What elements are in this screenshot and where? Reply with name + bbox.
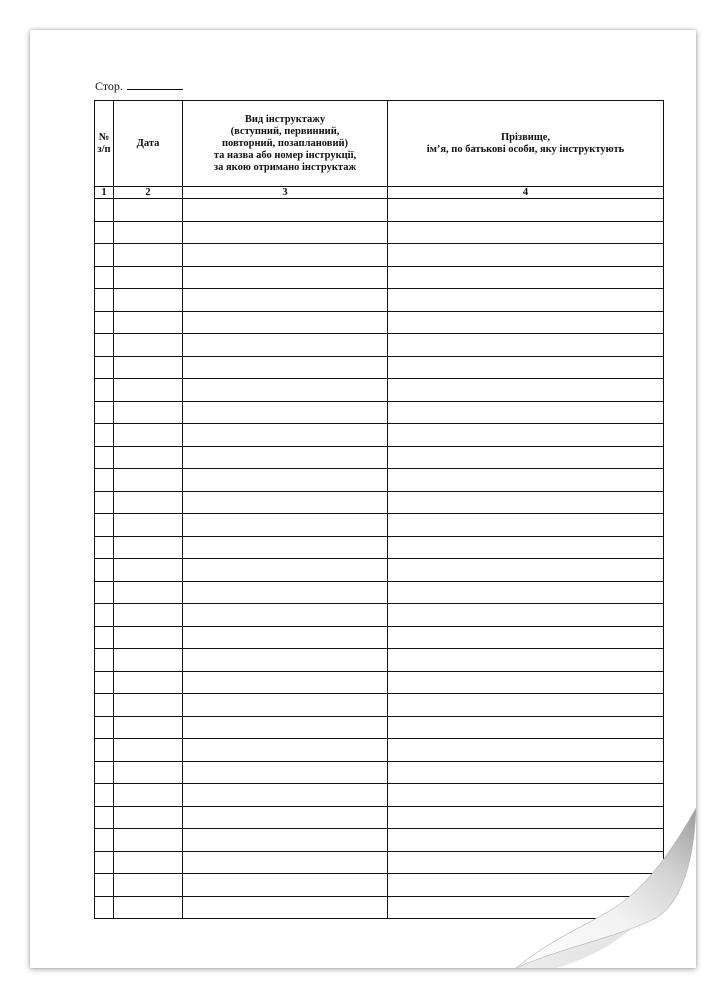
table-cell[interactable] (388, 199, 664, 222)
table-cell[interactable] (183, 401, 388, 424)
table-cell[interactable] (95, 671, 114, 694)
table-row (95, 356, 664, 379)
table-cell[interactable] (95, 401, 114, 424)
table-cell[interactable] (114, 334, 183, 357)
table-cell[interactable] (114, 761, 183, 784)
table-cell[interactable] (183, 244, 388, 267)
table-row (95, 401, 664, 424)
table-cell[interactable] (388, 311, 664, 334)
table-cell[interactable] (183, 694, 388, 717)
table-cell[interactable] (388, 536, 664, 559)
table-cell[interactable] (183, 469, 388, 492)
table-cell[interactable] (95, 896, 114, 919)
table-cell[interactable] (95, 806, 114, 829)
table-cell[interactable] (114, 469, 183, 492)
table-cell[interactable] (183, 266, 388, 289)
table-cell[interactable] (183, 739, 388, 762)
table-cell[interactable] (388, 266, 664, 289)
table-cell[interactable] (388, 716, 664, 739)
table-cell[interactable] (388, 649, 664, 672)
table-cell[interactable] (114, 694, 183, 717)
table-cell[interactable] (183, 199, 388, 222)
table-cell[interactable] (114, 626, 183, 649)
column-number: 1 (95, 187, 114, 199)
table-row (95, 311, 664, 334)
table-cell[interactable] (183, 716, 388, 739)
table-cell[interactable] (183, 334, 388, 357)
table-cell[interactable] (388, 694, 664, 717)
header-name-line-1: Прізвище, (500, 131, 550, 143)
table-cell[interactable] (388, 469, 664, 492)
table-row (95, 739, 664, 762)
table-cell[interactable] (114, 739, 183, 762)
table-cell[interactable] (183, 559, 388, 582)
table-cell[interactable] (95, 244, 114, 267)
table-cell[interactable] (114, 851, 183, 874)
table-cell[interactable] (183, 536, 388, 559)
table-cell[interactable] (95, 311, 114, 334)
table-cell[interactable] (95, 761, 114, 784)
table-cell[interactable] (114, 266, 183, 289)
table-row (95, 514, 664, 537)
table-cell[interactable] (95, 334, 114, 357)
table-cell[interactable] (183, 896, 388, 919)
table-cell[interactable] (183, 356, 388, 379)
table-row (95, 266, 664, 289)
table-row (95, 244, 664, 267)
table-row (95, 491, 664, 514)
table-cell[interactable] (388, 446, 664, 469)
header-number-line-1: № (98, 131, 110, 143)
table-row (95, 581, 664, 604)
header-type-line-3: повторний, позаплановий) (221, 137, 349, 149)
table-cell[interactable] (183, 491, 388, 514)
table-cell[interactable] (388, 334, 664, 357)
table-cell[interactable] (95, 424, 114, 447)
table-cell[interactable] (95, 289, 114, 312)
column-number: 3 (183, 187, 388, 199)
table-cell[interactable] (183, 761, 388, 784)
table-row (95, 874, 664, 897)
table-row (95, 424, 664, 447)
table-row (95, 289, 664, 312)
table-row (95, 829, 664, 852)
table-cell[interactable] (95, 851, 114, 874)
header-cell-date (114, 101, 183, 187)
table-row (95, 784, 664, 807)
table-cell[interactable] (388, 514, 664, 537)
column-number-row (95, 187, 664, 199)
table-cell[interactable] (388, 874, 664, 897)
table-cell[interactable] (95, 559, 114, 582)
table-row (95, 559, 664, 582)
table-row (95, 626, 664, 649)
table-cell[interactable] (95, 784, 114, 807)
table-cell[interactable] (114, 559, 183, 582)
table-cell[interactable] (95, 694, 114, 717)
header-name-line-2: ім’я, по батькові особи, яку інструктують (426, 143, 625, 155)
table-cell[interactable] (114, 491, 183, 514)
table-cell[interactable] (114, 829, 183, 852)
table-cell[interactable] (95, 626, 114, 649)
table-cell[interactable] (388, 401, 664, 424)
table-cell[interactable] (95, 199, 114, 222)
header-cell-full-name (388, 101, 664, 187)
table-cell[interactable] (183, 649, 388, 672)
page-number-label: Стор. (95, 79, 123, 93)
table-cell[interactable] (114, 289, 183, 312)
table-row (95, 671, 664, 694)
table-cell[interactable] (388, 671, 664, 694)
document-page (30, 30, 696, 968)
table-cell[interactable] (388, 626, 664, 649)
table-cell[interactable] (388, 604, 664, 627)
table-cell[interactable] (388, 221, 664, 244)
table-cell[interactable] (114, 784, 183, 807)
table-row (95, 604, 664, 627)
column-number: 4 (388, 187, 664, 199)
table-cell[interactable] (114, 716, 183, 739)
table-cell[interactable] (183, 851, 388, 874)
table-cell[interactable] (183, 626, 388, 649)
table-cell[interactable] (183, 829, 388, 852)
table-cell[interactable] (183, 514, 388, 537)
table-cell[interactable] (388, 761, 664, 784)
table-row (95, 469, 664, 492)
table-cell[interactable] (114, 649, 183, 672)
header-type-line-1: Вид інструктажу (244, 113, 326, 125)
table-row (95, 716, 664, 739)
table-cell[interactable] (114, 424, 183, 447)
table-cell[interactable] (95, 536, 114, 559)
table-cell[interactable] (183, 806, 388, 829)
table-cell[interactable] (114, 536, 183, 559)
table-cell[interactable] (388, 739, 664, 762)
table-cell[interactable] (114, 446, 183, 469)
table-cell[interactable] (388, 424, 664, 447)
table-cell[interactable] (95, 649, 114, 672)
header-type-line-4: та назва або номер інструкції, (213, 149, 357, 161)
table-cell[interactable] (114, 401, 183, 424)
table-cell[interactable] (388, 806, 664, 829)
page-number-field (95, 78, 183, 93)
table-cell[interactable] (183, 424, 388, 447)
header-cell-number (95, 101, 114, 187)
table-cell[interactable] (114, 244, 183, 267)
table-cell[interactable] (114, 581, 183, 604)
table-cell[interactable] (95, 874, 114, 897)
table-cell[interactable] (95, 221, 114, 244)
header-cell-instruction-type (183, 101, 388, 187)
table-cell[interactable] (95, 469, 114, 492)
header-row (95, 101, 664, 187)
table-cell[interactable] (388, 491, 664, 514)
table-row (95, 896, 664, 919)
table-cell[interactable] (114, 514, 183, 537)
table-row (95, 694, 664, 717)
page-number-blank[interactable] (127, 78, 183, 90)
header-type-line-2: (вступний, первинний, (230, 125, 340, 137)
table-cell[interactable] (95, 356, 114, 379)
table-cell[interactable] (183, 604, 388, 627)
header-type-line-5: за якою отримано інструктаж (213, 161, 357, 173)
table-cell[interactable] (388, 784, 664, 807)
table-cell[interactable] (183, 784, 388, 807)
table-row (95, 761, 664, 784)
table-cell[interactable] (114, 379, 183, 402)
table-cell[interactable] (114, 896, 183, 919)
table-cell[interactable] (388, 851, 664, 874)
table-cell[interactable] (388, 289, 664, 312)
table-cell[interactable] (388, 829, 664, 852)
table-cell[interactable] (114, 671, 183, 694)
table-cell[interactable] (388, 356, 664, 379)
table-row (95, 199, 664, 222)
table-row (95, 379, 664, 402)
table-cell[interactable] (95, 379, 114, 402)
table-cell[interactable] (114, 356, 183, 379)
table-row (95, 806, 664, 829)
table-cell[interactable] (183, 581, 388, 604)
table-cell[interactable] (183, 221, 388, 244)
table-cell[interactable] (388, 896, 664, 919)
table-cell[interactable] (388, 244, 664, 267)
table-body (95, 199, 664, 919)
table-cell[interactable] (388, 581, 664, 604)
instruction-log-table (94, 100, 664, 919)
table-cell[interactable] (114, 806, 183, 829)
table-cell[interactable] (95, 581, 114, 604)
table-cell[interactable] (95, 829, 114, 852)
table-cell[interactable] (183, 671, 388, 694)
table-cell[interactable] (388, 379, 664, 402)
table-cell[interactable] (95, 604, 114, 627)
table-cell[interactable] (183, 874, 388, 897)
table-cell[interactable] (183, 311, 388, 334)
table-cell[interactable] (114, 874, 183, 897)
table-cell[interactable] (183, 446, 388, 469)
table-cell[interactable] (183, 379, 388, 402)
table-row (95, 446, 664, 469)
table-row (95, 221, 664, 244)
header-number-line-2: з/п (97, 143, 111, 155)
table-row (95, 334, 664, 357)
table-cell[interactable] (95, 446, 114, 469)
table-cell[interactable] (114, 199, 183, 222)
table-row (95, 649, 664, 672)
table-cell[interactable] (183, 289, 388, 312)
table-row (95, 851, 664, 874)
table-cell[interactable] (114, 604, 183, 627)
table-cell[interactable] (95, 514, 114, 537)
table-cell[interactable] (95, 491, 114, 514)
table-cell[interactable] (114, 311, 183, 334)
table-cell[interactable] (95, 266, 114, 289)
table-cell[interactable] (95, 716, 114, 739)
table-cell[interactable] (114, 221, 183, 244)
table-cell[interactable] (388, 559, 664, 582)
column-number: 2 (114, 187, 183, 199)
table-cell[interactable] (95, 739, 114, 762)
header-date-line-1: Дата (136, 137, 160, 149)
table-row (95, 536, 664, 559)
